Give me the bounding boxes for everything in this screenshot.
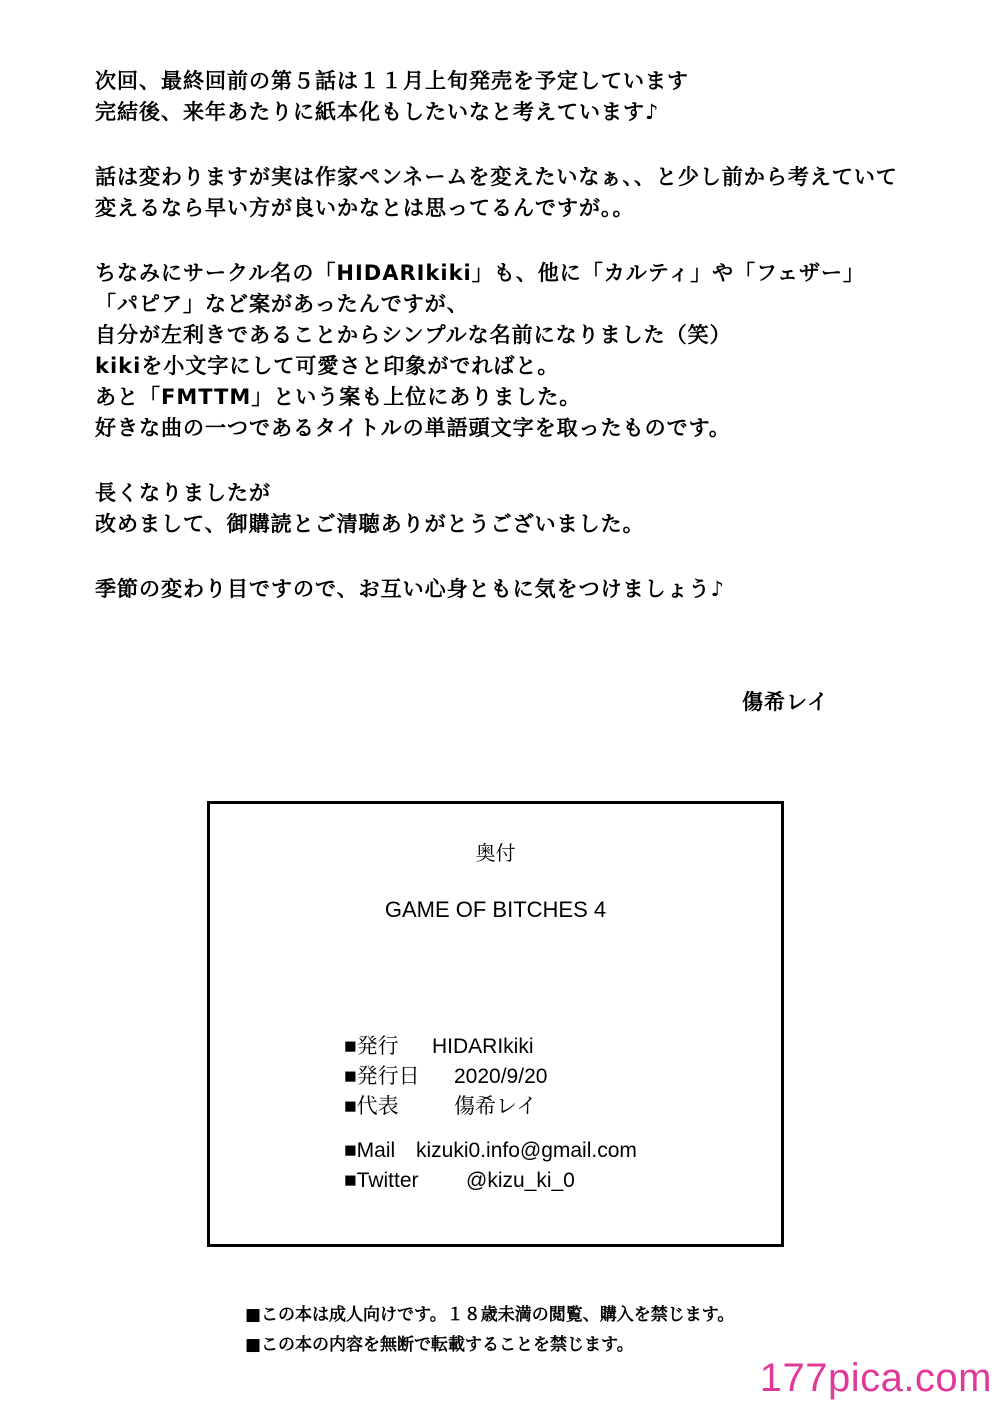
date-value: 2020/9/20 <box>454 1065 548 1088</box>
notice-line: ■この本の内容を無断で転載することを禁じます。 <box>245 1335 634 1355</box>
publisher-label: ■発行 <box>344 1035 399 1058</box>
afterword-line: 話は変わりますが実は作家ペンネームを変えたいなぁ、、と少し前から考えていて <box>95 165 898 189</box>
mail-label: ■Mail <box>344 1139 396 1162</box>
afterword-line: kikiを小文字にして可愛さと印象がでればと。 <box>95 354 560 378</box>
date-row <box>344 1062 637 1092</box>
author-signature: 傷希レイ <box>742 690 829 714</box>
publisher-row <box>344 1032 637 1062</box>
twitter-label: ■Twitter <box>344 1169 419 1192</box>
colophon-box <box>207 801 784 1247</box>
afterword-line: ちなみにサークル名の「HIDARIkiki」も、他に「カルティ」や「フェザー」 <box>95 261 866 285</box>
representative-label: ■代表 <box>344 1095 399 1118</box>
representative-value: 傷希レイ <box>454 1095 537 1118</box>
colophon-info <box>344 1032 637 1196</box>
afterword-line: 次回、最終回前の第５話は１１月上旬発売を予定しています <box>95 69 689 93</box>
twitter-row <box>344 1166 637 1196</box>
mail-row <box>344 1136 637 1166</box>
publisher-value: HIDARIkiki <box>432 1035 534 1058</box>
notice-line: ■この本は成人向けです。１８歳未満の閲覧、購入を禁じます。 <box>245 1305 735 1325</box>
afterword-line: 改めまして、御購読とご清聴ありがとうございました。 <box>95 512 645 536</box>
afterword-line: 好きな曲の一つであるタイトルの単語頭文字を取ったものです。 <box>95 416 731 440</box>
legal-notices <box>245 1300 734 1360</box>
afterword-line: 完結後、来年あたりに紙本化もしたいなと考えています♪ <box>95 100 660 124</box>
date-label: ■発行日 <box>344 1065 420 1088</box>
afterword-line: 自分が左利きであることからシンプルな名前になりました（笑） <box>95 323 732 347</box>
afterword-text <box>95 66 975 605</box>
site-watermark: 177pica.com <box>759 1356 992 1400</box>
twitter-value: @kizu_ki_0 <box>466 1169 575 1192</box>
colophon-heading: 奥付 <box>475 841 516 865</box>
representative-row <box>344 1092 637 1122</box>
afterword-line: 変えるなら早い方が良いかなとは思ってるんですが。。 <box>95 196 635 220</box>
afterword-line: 季節の変わり目ですので、お互い心身ともに気をつけましょう♪ <box>95 577 725 601</box>
afterword-line: 「パピア」など案があったんですが、 <box>95 292 469 316</box>
afterword-line: 長くなりましたが <box>95 481 271 505</box>
mail-value: kizuki0.info@gmail.com <box>416 1139 637 1162</box>
book-title: GAME OF BITCHES 4 <box>384 897 607 922</box>
afterword-line: あと「FMTTM」という案も上位にありました。 <box>95 385 582 409</box>
